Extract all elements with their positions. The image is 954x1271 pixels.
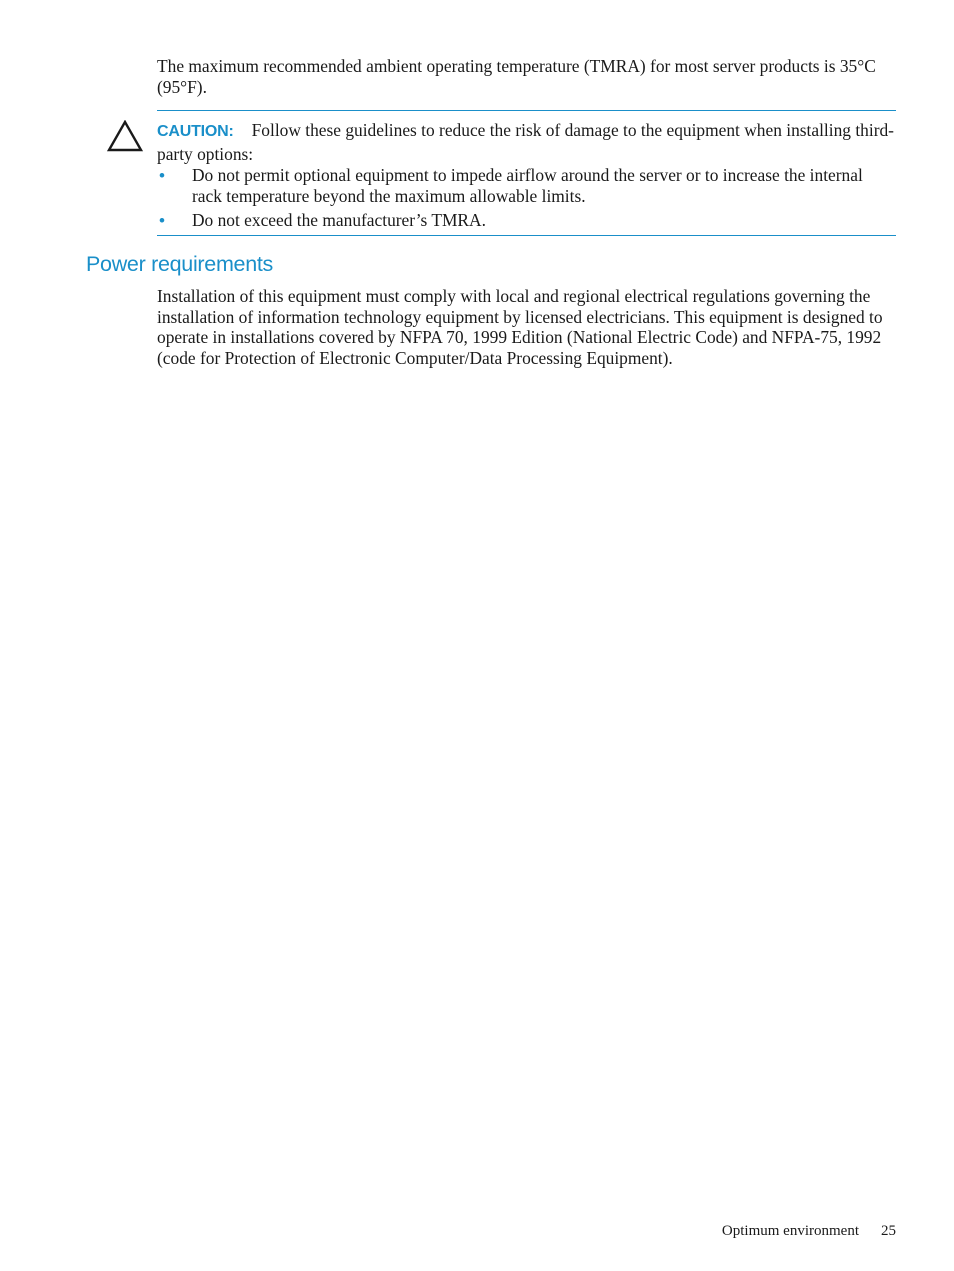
caution-body: Follow these guidelines to reduce the risk of damage to the equipment when installing third-party options: bbox=[157, 120, 894, 164]
caution-list bbox=[157, 165, 896, 234]
list-item bbox=[157, 165, 896, 207]
power-paragraph: Installation of this equipment must comply with local and regional electrical regulations governing the installation of information technology equipment by licensed electricians. This equipment is designed to operate in installations covered by NFPA 70, 1999 Edition (National Electric Code) and NFPA-75, 1992 (code for Protection of Electronic Computer/Data Processing Equipment). bbox=[157, 286, 883, 368]
list-item-text: Do not exceed the manufacturer’s TMRA. bbox=[192, 210, 486, 230]
list-item-text: Do not permit optional equipment to impede airflow around the server or to increase the internal rack temperature beyond the maximum allowable limits. bbox=[192, 165, 863, 206]
bullet-icon: • bbox=[159, 166, 165, 185]
list-item bbox=[157, 210, 896, 231]
bullet-icon: • bbox=[159, 211, 165, 230]
warning-triangle-icon bbox=[107, 120, 143, 152]
caution-label: CAUTION: bbox=[157, 123, 234, 140]
page-number: 25 bbox=[881, 1223, 896, 1239]
page-footer bbox=[722, 1222, 896, 1240]
section-heading: Power requirements bbox=[86, 252, 273, 276]
caution-text bbox=[157, 119, 896, 165]
footer-section-title: Optimum environment bbox=[721, 1223, 859, 1239]
caution-block bbox=[157, 110, 896, 236]
intro-paragraph: The maximum recommended ambient operating temperature (TMRA) for most server products is 35°C (95°F). bbox=[157, 56, 876, 97]
